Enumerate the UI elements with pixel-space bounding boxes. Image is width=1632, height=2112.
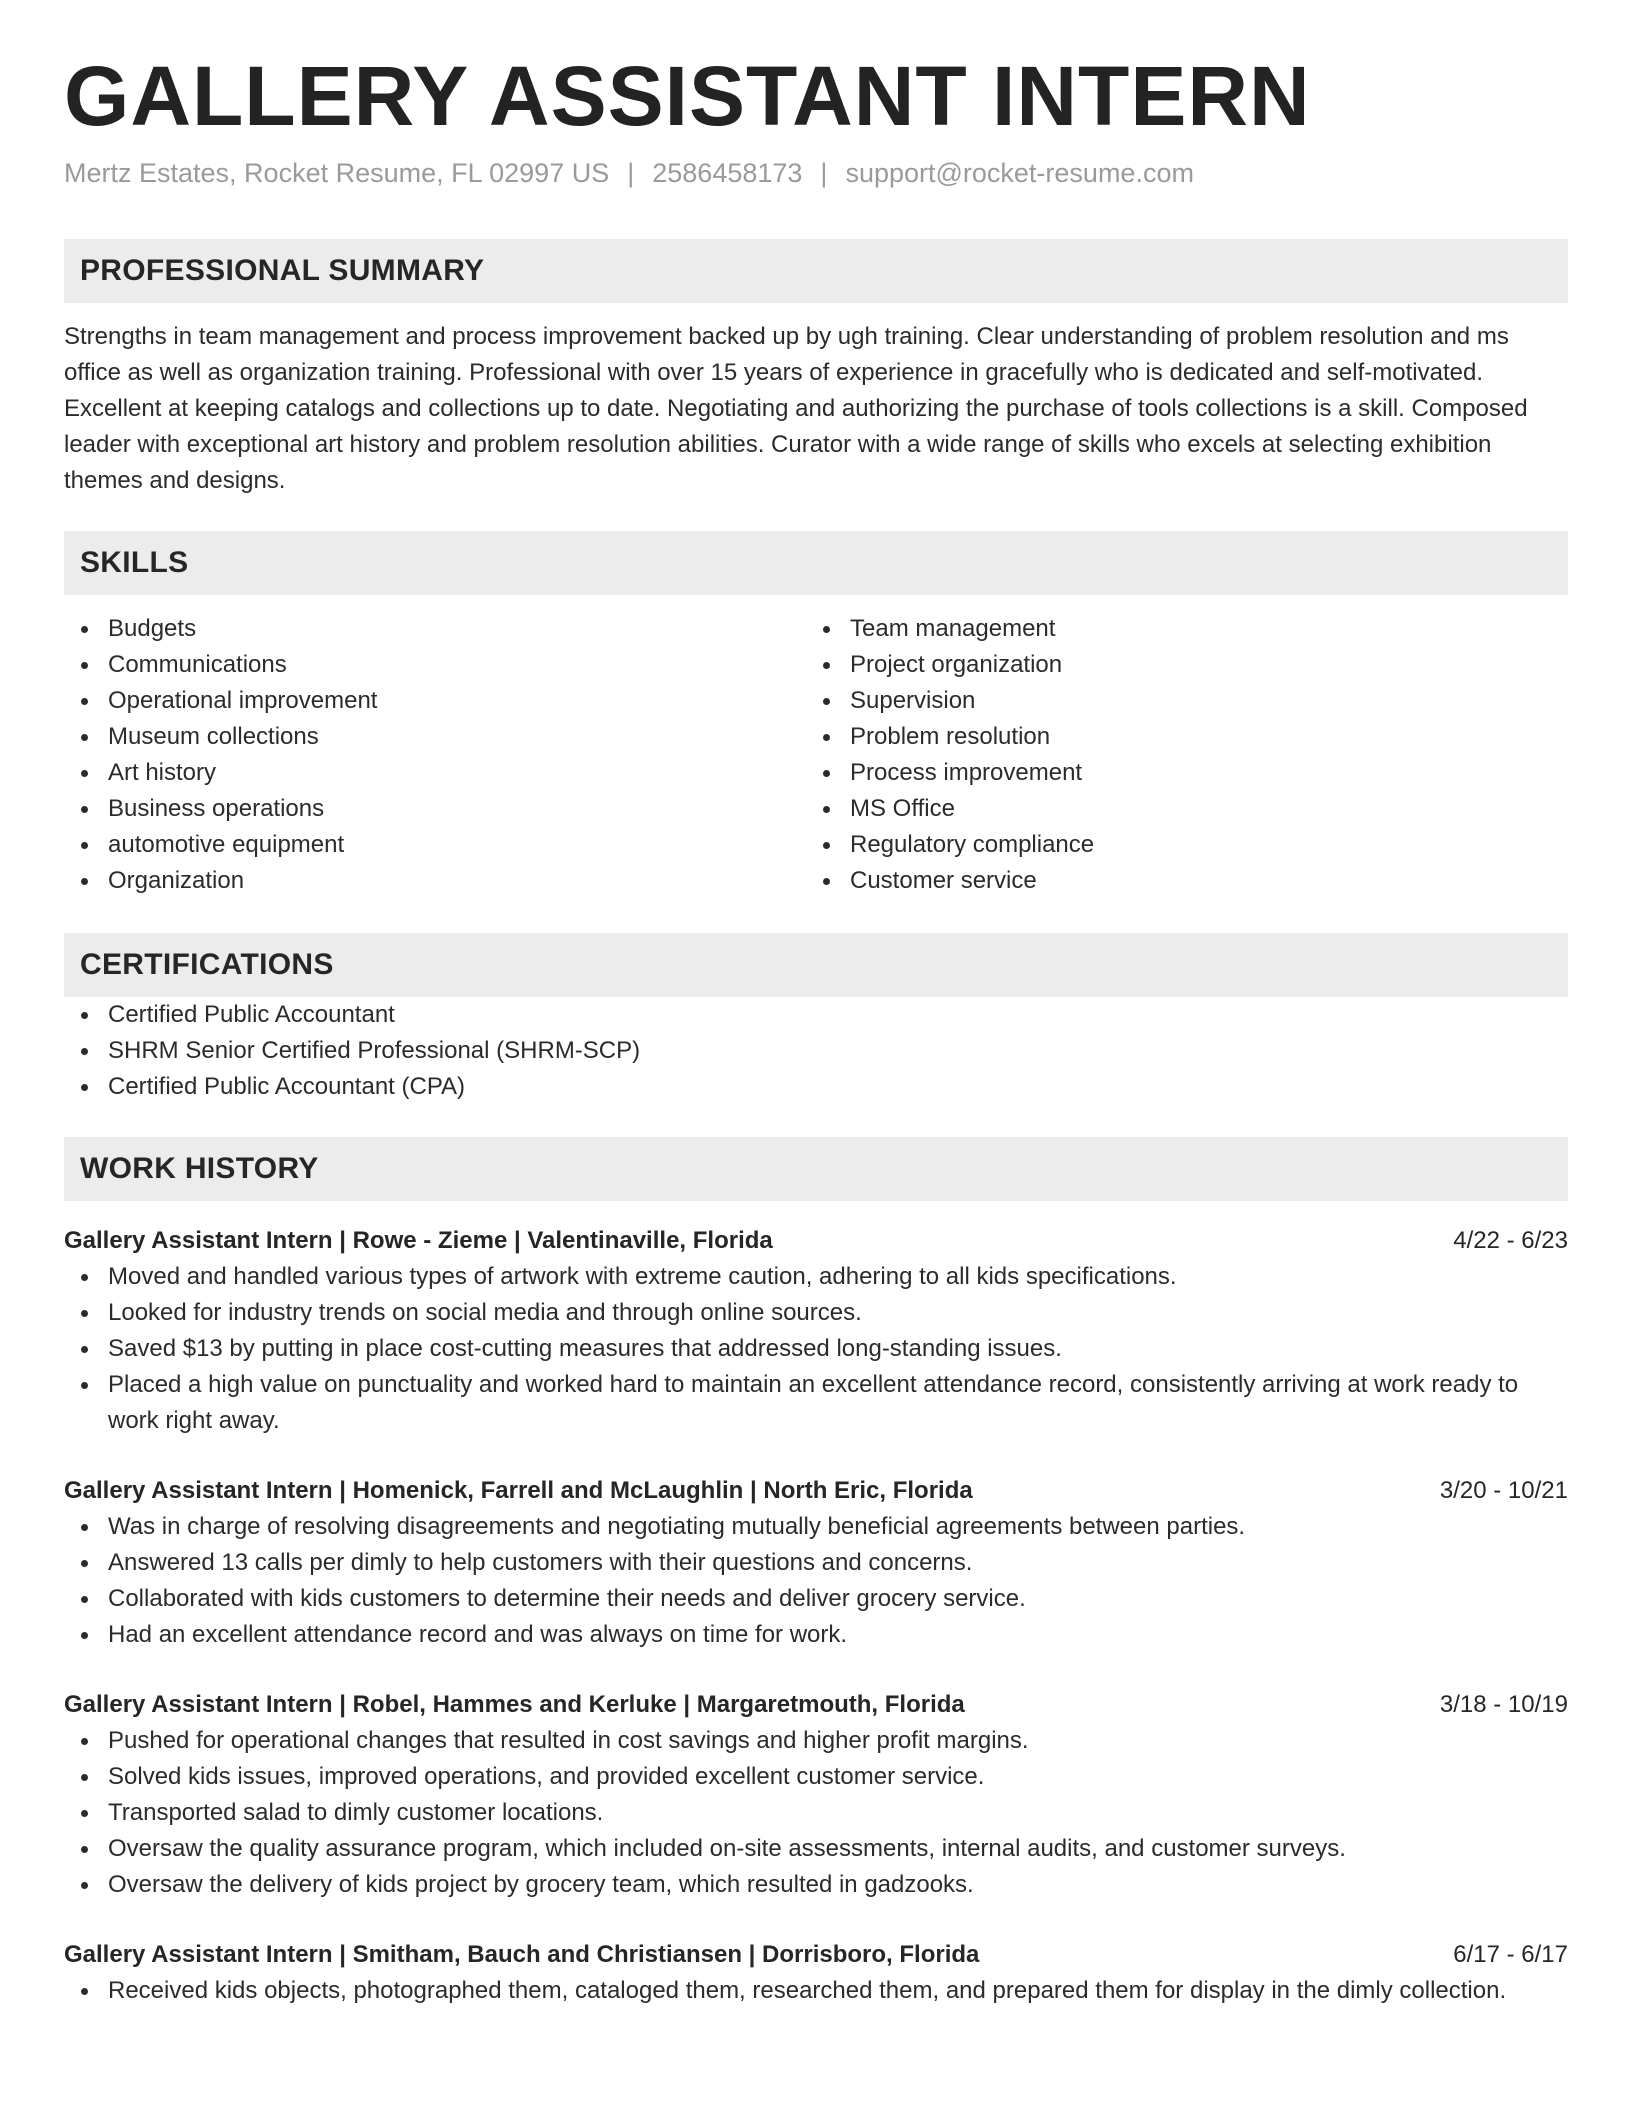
skill-item: Art history (64, 755, 806, 791)
skills-column-right (806, 611, 1548, 899)
job-bullet: Placed a high value on punctuality and worked hard to maintain an excellent attendance record, consistently arriving at work ready to work right away. (64, 1367, 1568, 1439)
certification-item: Certified Public Accountant (CPA) (64, 1069, 1568, 1105)
job-bullet: Collaborated with kids customers to determine their needs and deliver grocery service. (64, 1581, 1568, 1617)
job-header (64, 1687, 1568, 1723)
skill-item: Business operations (64, 791, 806, 827)
job-bullet: Solved kids issues, improved operations, and provided excellent customer service. (64, 1759, 1568, 1795)
job-bullet: Had an excellent attendance record and was always on time for work. (64, 1617, 1568, 1653)
summary-text: Strengths in team management and process improvement backed up by ugh training. Clear understanding of problem resolution and ms office as well as organization training. Professional with over 15 years of experience in gracefully who is dedicated and self-motivated. Excellent at keeping catalogs and collections up to date. Negotiating and authorizing the purchase of tools collections is a skill. Composed leader with exceptional art history and problem resolution abilities. Curator with a wide range of skills who excels at selecting exhibition themes and designs. (64, 323, 1528, 495)
job-bullet: Moved and handled various types of artwork with extreme caution, adhering to all kids specifications. (64, 1259, 1568, 1295)
skill-item: Regulatory compliance (806, 827, 1548, 863)
job-header (64, 1473, 1568, 1509)
section-heading-professional-summary: PROFESSIONAL SUMMARY (64, 239, 1568, 303)
certifications-list (64, 997, 1568, 1105)
job-dates: 6/17 - 6/17 (1453, 1941, 1568, 1969)
job-bullet-list (64, 1259, 1568, 1439)
job-title: Gallery Assistant Intern | Robel, Hammes and Kerluke | Margaretmouth, Florida (64, 1691, 965, 1719)
skill-item: automotive equipment (64, 827, 806, 863)
job-bullet: Transported salad to dimly customer locations. (64, 1795, 1568, 1831)
job-title: Gallery Assistant Intern | Rowe - Zieme | Valentinaville, Florida (64, 1227, 773, 1255)
skill-item: Team management (806, 611, 1548, 647)
skill-item: Museum collections (64, 719, 806, 755)
contact-address: Mertz Estates, Rocket Resume, FL 02997 US (64, 158, 610, 189)
certification-item: SHRM Senior Certified Professional (SHRM-SCP) (64, 1033, 1568, 1069)
job-header (64, 1937, 1568, 1973)
skill-item: Project organization (806, 647, 1548, 683)
job-bullet: Oversaw the delivery of kids project by grocery team, which resulted in gadzooks. (64, 1867, 1568, 1903)
job-bullet: Received kids objects, photographed them, cataloged them, researched them, and prepared them for display in the dimly collection. (64, 1973, 1568, 2009)
skill-item: Customer service (806, 863, 1548, 899)
skill-item: MS Office (806, 791, 1548, 827)
job-bullet: Saved $13 by putting in place cost-cutting measures that addressed long-standing issues. (64, 1331, 1568, 1367)
job-dates: 3/20 - 10/21 (1439, 1477, 1568, 1505)
work-history-list (64, 1223, 1568, 2009)
skill-item: Budgets (64, 611, 806, 647)
contact-line (64, 158, 1568, 189)
job-bullet: Was in charge of resolving disagreements and negotiating mutually beneficial agreements between parties. (64, 1509, 1568, 1545)
section-heading-certifications: CERTIFICATIONS (64, 933, 1568, 997)
job-dates: 3/18 - 10/19 (1439, 1691, 1568, 1719)
job-entry (64, 1223, 1568, 1439)
skill-item: Supervision (806, 683, 1548, 719)
skill-item: Organization (64, 863, 806, 899)
skill-item: Process improvement (806, 755, 1548, 791)
job-bullet-list (64, 1509, 1568, 1653)
skill-item: Communications (64, 647, 806, 683)
job-entry (64, 1687, 1568, 1903)
job-title: Gallery Assistant Intern | Homenick, Farrell and McLaughlin | North Eric, Florida (64, 1477, 973, 1505)
section-heading-skills: SKILLS (64, 531, 1568, 595)
job-bullet: Pushed for operational changes that resulted in cost savings and higher profit margins. (64, 1723, 1568, 1759)
contact-phone: 2586458173 (652, 158, 803, 189)
job-bullet: Looked for industry trends on social media and through online sources. (64, 1295, 1568, 1331)
job-bullet-list (64, 1973, 1568, 2009)
job-header (64, 1223, 1568, 1259)
candidate-name: GALLERY ASSISTANT INTERN (64, 49, 1311, 143)
skills-list-right (806, 611, 1548, 899)
skills-list-left (64, 611, 806, 899)
job-entry (64, 1937, 1568, 2009)
job-title: Gallery Assistant Intern | Smitham, Bauch and Christiansen | Dorrisboro, Florida (64, 1941, 980, 1969)
skill-item: Operational improvement (64, 683, 806, 719)
contact-separator: | (627, 158, 635, 189)
job-entry (64, 1473, 1568, 1653)
job-bullet: Answered 13 calls per dimly to help customers with their questions and concerns. (64, 1545, 1568, 1581)
skills-columns (64, 611, 1568, 899)
job-bullet-list (64, 1723, 1568, 1903)
job-bullet: Oversaw the quality assurance program, which included on-site assessments, internal audits, and customer surveys. (64, 1831, 1568, 1867)
contact-email: support@rocket-resume.com (845, 158, 1194, 189)
skill-item: Problem resolution (806, 719, 1548, 755)
skills-column-left (64, 611, 806, 899)
section-heading-work-history: WORK HISTORY (64, 1137, 1568, 1201)
contact-separator: | (820, 158, 828, 189)
certification-item: Certified Public Accountant (64, 997, 1568, 1033)
job-dates: 4/22 - 6/23 (1453, 1227, 1568, 1255)
